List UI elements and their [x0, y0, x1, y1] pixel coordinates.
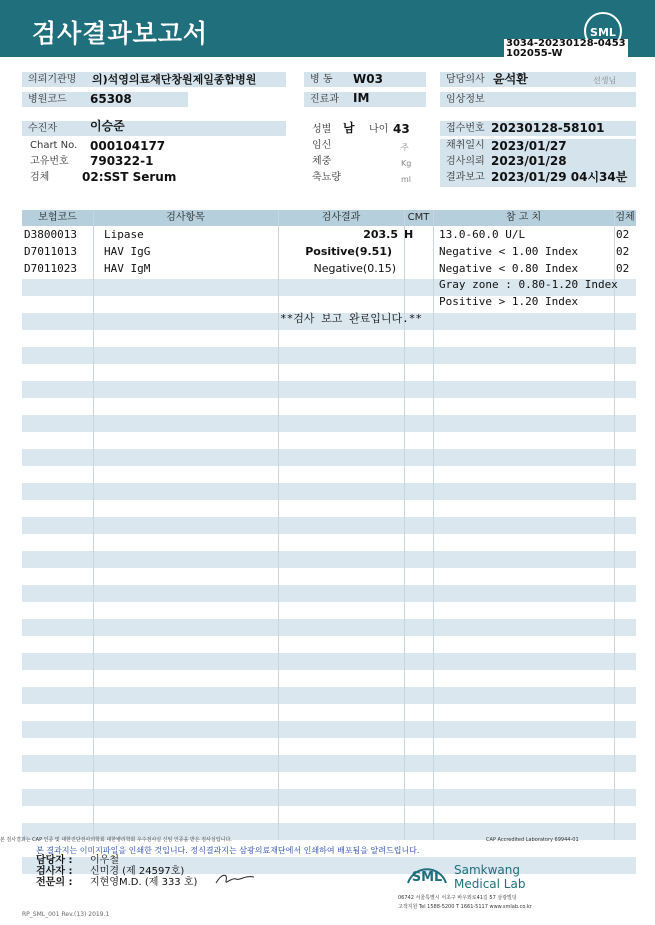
lab-address: 06742 서울특별시 서초구 바우뫼로41길 57 삼광빌딩 [398, 895, 517, 901]
table-stripe-row [22, 653, 636, 670]
age: 43 [393, 122, 410, 136]
sex: 남 [343, 121, 355, 135]
completion-message: **검사 보고 완료입니다.** [280, 312, 422, 325]
report-number: 3034-20230128-0453 102055-W [506, 38, 626, 59]
staff-role: 검사자 : [36, 866, 73, 877]
staff-role: 전문의 : [36, 877, 73, 888]
patient-name: 이승준 [90, 119, 125, 133]
chart-label: Chart No. [30, 140, 78, 151]
table-stripe-row [22, 721, 636, 738]
table-stripe-row [22, 517, 636, 534]
ref-extra-line: Positive > 1.20 Index [439, 295, 579, 308]
urine-unit: ml [401, 175, 412, 184]
col-divider [433, 210, 434, 840]
table-stripe-row [22, 415, 636, 432]
requesting-org-label: 의뢰기관명 [22, 72, 286, 87]
samkwang-logo-icon [404, 853, 450, 887]
form-number: RP_SML_001 Rev.(13) 2019.1 [22, 911, 110, 918]
table-row-flag: H [404, 228, 414, 241]
staff-name: 신미경 (제 24597호) [90, 866, 185, 877]
table-row-result: Negative(0.15) [313, 262, 396, 275]
col-header-item: 검사항목 [166, 212, 205, 223]
staff-name: 이우철 [90, 855, 119, 866]
pregnancy-unit: 주 [401, 143, 409, 152]
collect-label: 채취일시 [446, 140, 485, 151]
hospital-code-label: 병원코드 [22, 92, 188, 107]
table-row-result: 203.5 [363, 228, 398, 241]
patient-label: 수진자 [22, 121, 286, 136]
table-stripe-row [22, 347, 636, 364]
table-stripe-row [22, 755, 636, 772]
table-row-specimen: 02 [616, 228, 630, 241]
urine-label: 축뇨량 [312, 172, 341, 183]
table-row-ref: Negative < 0.80 Index [439, 262, 579, 275]
table-row-specimen: 02 [616, 262, 630, 275]
col-header-ref: 참 고 치 [505, 212, 542, 223]
doctor-label: 담당의사 [440, 72, 636, 87]
table-stripe-row [22, 687, 636, 704]
specimen: 02:SST Serum [82, 170, 177, 184]
report-label: 결과보고 [446, 172, 485, 183]
doctor-suffix: 선생님 [593, 76, 617, 85]
col-header-result: 검사결과 [321, 212, 361, 223]
dept-label: 진료과 [304, 92, 426, 107]
col-header-specimen: 검체 [615, 212, 635, 223]
col-divider [278, 210, 279, 840]
weight-unit: Kg [401, 159, 412, 168]
receipt-no: 20230128-58101 [491, 121, 605, 135]
table-row-code: D7011013 [24, 245, 77, 258]
col-header-cmt: CMT [407, 212, 430, 223]
pregnancy-label: 임신 [312, 140, 332, 151]
table-stripe-row [22, 585, 636, 602]
request-label: 검사의뢰 [446, 156, 485, 167]
col-divider [404, 210, 405, 840]
table-row-result: Positive(9.51) [305, 245, 392, 258]
table-stripe-row [22, 381, 636, 398]
signature-icon [214, 871, 258, 887]
requesting-org: 의)석영의료재단창원제일종합병원 [92, 73, 257, 86]
print-notice: 본 결과지는 이미지파일을 인쇄한 것입니다. 정식결과지는 삼광의료재단에서 인쇄하여 배포됨을 알려드립니다. [36, 846, 420, 855]
table-row-code: D3800013 [24, 228, 77, 241]
lab-logo-text: SML [411, 870, 443, 885]
table-stripe-row [22, 789, 636, 806]
hospital-code: 65308 [90, 92, 132, 106]
table-stripe-row [22, 449, 636, 466]
receipt-label: 접수번호 [440, 121, 636, 136]
table-row-specimen: 02 [616, 245, 630, 258]
doctor: 윤석환 [493, 72, 528, 86]
table-stripe-row [22, 551, 636, 568]
dept: IM [353, 91, 370, 105]
ward: W03 [353, 72, 383, 86]
weight-label: 체중 [312, 156, 332, 167]
table-stripe-row [22, 619, 636, 636]
lab-name-line2: Medical Lab [454, 877, 526, 891]
lab-contact: 고객지원 Tel 1588-5200 T 1661-5117 www.smlab.co.kr [398, 904, 532, 910]
staff-role: 담당자 : [36, 855, 73, 866]
cap-note: CAP Accredited Laboratory 69944-01 [486, 837, 579, 843]
request-date: 2023/01/28 [491, 154, 567, 168]
chart-no: 000104177 [90, 139, 166, 153]
id-no: 790322-1 [90, 154, 154, 168]
col-header-code: 보험코드 [38, 212, 77, 223]
table-row-code: D7011023 [24, 262, 77, 275]
ref-extra-line: Gray zone : 0.80-1.20 Index [439, 278, 618, 291]
staff-name: 지현영M.D. (제 333 호) [90, 877, 198, 888]
report-title: 검사결과보고서 [32, 19, 209, 48]
table-row-ref: Negative < 1.00 Index [439, 245, 579, 258]
col-divider [93, 210, 94, 840]
table-row-ref: 13.0-60.0 U/L [439, 228, 526, 241]
table-stripe-row [22, 483, 636, 500]
col-divider [614, 210, 615, 840]
report-date: 2023/01/29 04시34분 [491, 170, 628, 184]
ward-label: 병 동 [304, 72, 426, 87]
table-row-item: HAV IgG [104, 245, 151, 258]
accreditation-note: 본 검사결과는 CAP 인증 및 대한진단검사의학회 대한병리학회 우수검사실 신임 인증을 받은 검사실입니다. [0, 837, 232, 843]
lab-name-line1: Samkwang [454, 863, 520, 877]
id-label: 고유번호 [30, 156, 69, 167]
clinical-info-label: 임상정보 [440, 92, 636, 107]
collect-date: 2023/01/27 [491, 139, 567, 153]
sml-logo-icon: SML [584, 12, 622, 50]
age-label: 나이 [369, 124, 389, 135]
table-row-item: HAV IgM [104, 262, 151, 275]
sex-label: 성별 [312, 124, 332, 135]
specimen-label: 검체 [30, 172, 50, 183]
table-row-item: Lipase [104, 228, 144, 241]
